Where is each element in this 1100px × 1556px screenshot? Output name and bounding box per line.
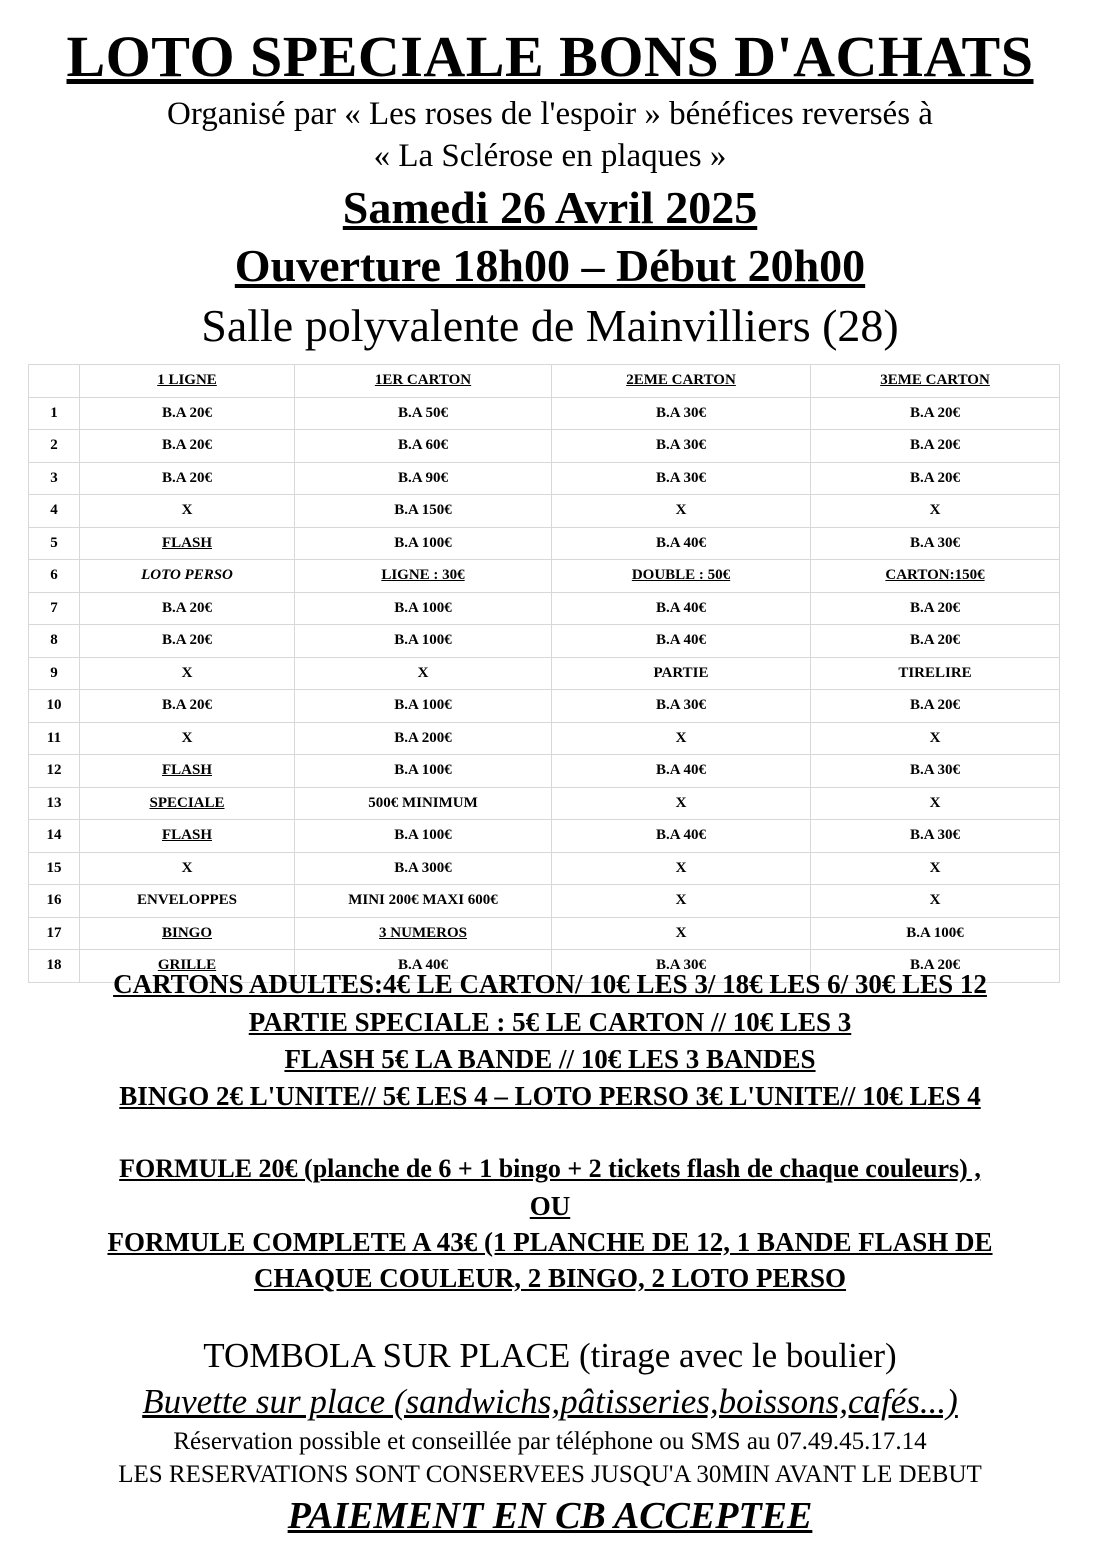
column-header: 2EME CARTON (552, 365, 811, 398)
row-number-cell: 5 (29, 527, 80, 560)
formula-complete-line1: FORMULE COMPLETE A 43€ (1 PLANCHE DE 12, 1 BANDE FLASH DE (107, 1227, 993, 1257)
row-number-cell: 15 (29, 852, 80, 885)
pricing-special-game: PARTIE SPECIALE : 5€ LE CARTON // 10€ LES 3 (248, 1007, 852, 1037)
col-1er-carton-cell: B.A 300€ (295, 852, 552, 885)
col-2eme-carton-cell: B.A 40€ (552, 592, 811, 625)
row-number-cell: 14 (29, 820, 80, 853)
col-1er-carton-cell: B.A 100€ (295, 690, 552, 723)
payment-text: PAIEMENT EN CB ACCEPTEE (287, 1495, 813, 1537)
col-2eme-carton-cell: X (552, 852, 811, 885)
col-1er-carton-cell: X (295, 657, 552, 690)
col-1er-carton-cell: B.A 100€ (295, 755, 552, 788)
pricing-bingo-loto-perso: BINGO 2€ L'UNITE// 5€ LES 4 – LOTO PERSO 3€ L'UNITE// 10€ LES 4 (119, 1081, 981, 1111)
row-number-cell: 13 (29, 787, 80, 820)
organizer-line: Organisé par « Les roses de l'espoir » bénéfices reversés à (167, 96, 933, 132)
col-1-ligne-cell: LOTO PERSO (80, 560, 295, 593)
col-1-ligne-cell: ENVELOPPES (80, 885, 295, 918)
col-1-ligne-cell: X (80, 722, 295, 755)
row-number-cell: 11 (29, 722, 80, 755)
row-number-cell: 4 (29, 495, 80, 528)
column-header: 1ER CARTON (295, 365, 552, 398)
formula-or: OU (529, 1191, 571, 1221)
col-1er-carton-cell: MINI 200€ MAXI 600€ (295, 885, 552, 918)
col-3eme-carton-cell: TIRELIRE (811, 657, 1060, 690)
pricing-flash: FLASH 5€ LA BANDE // 10€ LES 3 BANDES (284, 1044, 816, 1074)
page-title: LOTO SPECIALE BONS D'ACHATS (66, 24, 1034, 89)
col-3eme-carton-cell: B.A 20€ (811, 690, 1060, 723)
table-row (29, 917, 1060, 950)
row-number-cell: 12 (29, 755, 80, 788)
row-number-cell: 10 (29, 690, 80, 723)
row-number-cell: 6 (29, 560, 80, 593)
col-1-ligne-cell: FLASH (80, 527, 295, 560)
event-hours: Ouverture 18h00 – Début 20h00 (234, 240, 866, 291)
row-number-cell: 1 (29, 397, 80, 430)
tombola-text: TOMBOLA SUR PLACE (tirage avec le boulier) (203, 1336, 897, 1375)
col-1-ligne-cell: FLASH (80, 755, 295, 788)
row-number-cell: 17 (29, 917, 80, 950)
col-1er-carton-cell: B.A 100€ (295, 820, 552, 853)
table-row (29, 397, 1060, 430)
column-header: 1 LIGNE (80, 365, 295, 398)
col-3eme-carton-cell: X (811, 852, 1060, 885)
col-1-ligne-cell: B.A 20€ (80, 397, 295, 430)
column-header (29, 365, 80, 398)
table-row (29, 690, 1060, 723)
col-1er-carton-cell: B.A 60€ (295, 430, 552, 463)
col-2eme-carton-cell: B.A 30€ (552, 397, 811, 430)
reservation-text: Réservation possible et conseillée par téléphone ou SMS au 07.49.45.17.14 (173, 1428, 927, 1455)
table-row (29, 592, 1060, 625)
col-1er-carton-cell: B.A 100€ (295, 592, 552, 625)
col-2eme-carton-cell: DOUBLE : 50€ (552, 560, 811, 593)
table-row (29, 722, 1060, 755)
col-1-ligne-cell: B.A 20€ (80, 592, 295, 625)
row-number-cell: 18 (29, 950, 80, 983)
col-2eme-carton-cell: B.A 30€ (552, 690, 811, 723)
col-3eme-carton-cell: B.A 30€ (811, 527, 1060, 560)
col-3eme-carton-cell: B.A 30€ (811, 820, 1060, 853)
beneficiary-line: « La Sclérose en plaques » (373, 138, 727, 174)
col-2eme-carton-cell: B.A 30€ (552, 430, 811, 463)
col-1er-carton-cell: 3 NUMEROS (295, 917, 552, 950)
col-3eme-carton-cell: B.A 20€ (811, 592, 1060, 625)
col-1-ligne-cell: B.A 20€ (80, 690, 295, 723)
col-1-ligne-cell: FLASH (80, 820, 295, 853)
col-1er-carton-cell: B.A 40€ (295, 950, 552, 983)
col-3eme-carton-cell: X (811, 787, 1060, 820)
prize-table-body (29, 365, 1060, 983)
col-1er-carton-cell: LIGNE : 30€ (295, 560, 552, 593)
col-3eme-carton-cell: B.A 30€ (811, 755, 1060, 788)
col-1-ligne-cell: B.A 20€ (80, 430, 295, 463)
col-1-ligne-cell: GRILLE (80, 950, 295, 983)
table-row (29, 625, 1060, 658)
pricing-adult-cards: CARTONS ADULTES:4€ LE CARTON/ 10€ LES 3/ 18€ LES 6/ 30€ LES 12 (113, 969, 987, 999)
column-header: 3EME CARTON (811, 365, 1060, 398)
row-number-cell: 16 (29, 885, 80, 918)
buvette-text: Buvette sur place (sandwichs,pâtisseries,boissons,cafés...) (142, 1382, 958, 1421)
col-1-ligne-cell: SPECIALE (80, 787, 295, 820)
col-1-ligne-cell: BINGO (80, 917, 295, 950)
col-3eme-carton-cell: B.A 20€ (811, 397, 1060, 430)
formula-complete-line2: CHAQUE COULEUR, 2 BINGO, 2 LOTO PERSO (253, 1263, 847, 1293)
col-1er-carton-cell: B.A 200€ (295, 722, 552, 755)
col-3eme-carton-cell: X (811, 495, 1060, 528)
row-number-cell: 2 (29, 430, 80, 463)
col-1-ligne-cell: X (80, 657, 295, 690)
col-3eme-carton-cell: B.A 20€ (811, 950, 1060, 983)
table-row (29, 852, 1060, 885)
col-2eme-carton-cell: X (552, 885, 811, 918)
col-3eme-carton-cell: B.A 100€ (811, 917, 1060, 950)
table-row (29, 787, 1060, 820)
table-row (29, 430, 1060, 463)
col-1-ligne-cell: B.A 20€ (80, 625, 295, 658)
table-row (29, 527, 1060, 560)
row-number-cell: 9 (29, 657, 80, 690)
col-1-ligne-cell: B.A 20€ (80, 462, 295, 495)
col-2eme-carton-cell: B.A 40€ (552, 527, 811, 560)
col-3eme-carton-cell: B.A 20€ (811, 462, 1060, 495)
row-number-cell: 7 (29, 592, 80, 625)
prize-table (28, 364, 1060, 983)
row-number-cell: 3 (29, 462, 80, 495)
col-1-ligne-cell: X (80, 852, 295, 885)
col-3eme-carton-cell: B.A 20€ (811, 430, 1060, 463)
col-2eme-carton-cell: X (552, 787, 811, 820)
table-row (29, 657, 1060, 690)
reservation-note: LES RESERVATIONS SONT CONSERVEES JUSQU'A 30MIN AVANT LE DEBUT (118, 1461, 982, 1488)
col-2eme-carton-cell: B.A 40€ (552, 820, 811, 853)
col-1er-carton-cell: B.A 90€ (295, 462, 552, 495)
table-row (29, 755, 1060, 788)
col-2eme-carton-cell: X (552, 495, 811, 528)
table-header-row (29, 365, 1060, 398)
col-2eme-carton-cell: B.A 40€ (552, 755, 811, 788)
col-2eme-carton-cell: B.A 30€ (552, 950, 811, 983)
formula-20: FORMULE 20€ (planche de 6 + 1 bingo + 2 tickets flash de chaque couleurs) , (119, 1154, 981, 1183)
col-1er-carton-cell: B.A 150€ (295, 495, 552, 528)
col-2eme-carton-cell: B.A 30€ (552, 462, 811, 495)
col-2eme-carton-cell: B.A 40€ (552, 625, 811, 658)
col-3eme-carton-cell: B.A 20€ (811, 625, 1060, 658)
col-1er-carton-cell: B.A 100€ (295, 625, 552, 658)
col-1-ligne-cell: X (80, 495, 295, 528)
table-row (29, 462, 1060, 495)
table-row (29, 495, 1060, 528)
table-row (29, 560, 1060, 593)
col-1er-carton-cell: B.A 50€ (295, 397, 552, 430)
col-3eme-carton-cell: X (811, 885, 1060, 918)
col-1er-carton-cell: 500€ MINIMUM (295, 787, 552, 820)
event-venue: Salle polyvalente de Mainvilliers (28) (201, 300, 899, 351)
event-date: Samedi 26 Avril 2025 (342, 182, 758, 233)
col-2eme-carton-cell: X (552, 917, 811, 950)
col-3eme-carton-cell: X (811, 722, 1060, 755)
table-row (29, 885, 1060, 918)
col-2eme-carton-cell: X (552, 722, 811, 755)
row-number-cell: 8 (29, 625, 80, 658)
table-row (29, 820, 1060, 853)
col-1er-carton-cell: B.A 100€ (295, 527, 552, 560)
col-2eme-carton-cell: PARTIE (552, 657, 811, 690)
col-3eme-carton-cell: CARTON:150€ (811, 560, 1060, 593)
